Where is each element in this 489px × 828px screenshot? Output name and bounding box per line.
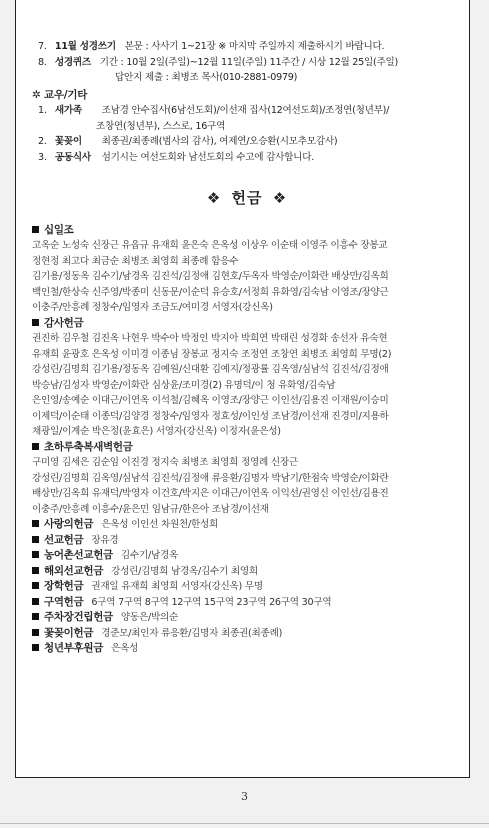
other-text: 최종권/최종례(범사의 감사), 여제연/오승환(시모추모감사) bbox=[101, 136, 338, 147]
other-item bbox=[32, 134, 462, 150]
offering-heading-text: 구역헌금 bbox=[44, 595, 84, 608]
names-line: 은인영/송예순 이대근/이연옥 이석철/김혜옥 이영조/장양근 이인선/김용진 이재원/이승미 bbox=[32, 395, 389, 406]
other-number: 2. bbox=[38, 136, 47, 147]
names-line: 백인철/한상숙 신주영/박종미 신동문/이순덕 유승호/서정희 유화영/김숙남 이영조/장양근 bbox=[32, 286, 389, 298]
offering-inline-names: 김수기/남경옥 bbox=[120, 550, 178, 561]
square-bullet-icon bbox=[32, 613, 39, 620]
offering-inline-row bbox=[32, 548, 462, 564]
offering-inline-names: 장유경 bbox=[91, 534, 119, 546]
offering-heading-text: 청년부후원금 bbox=[44, 642, 104, 654]
offering-title-text: 헌금 bbox=[231, 189, 263, 207]
offering-inline-names: 강성린/김명희 남경옥/김수기 최영희 bbox=[111, 565, 258, 577]
square-bullet-icon bbox=[32, 629, 39, 636]
offering-heading-text: 해외선교헌금 bbox=[44, 564, 104, 577]
section-heading-text: 교우/기타 bbox=[43, 88, 88, 101]
square-bullet-icon bbox=[32, 551, 39, 558]
names-line: 이제덕/이순태 이종덕/김양경 정창수/임영자 정효성/이인성 조남경/이선재 진경미/지용하 bbox=[32, 410, 389, 422]
offering-heading-text: 주차장건립헌금 bbox=[44, 611, 113, 623]
names-line: 강성린/김명희 김옥영/심남석 김진석/김정애 류응환/김명자 박남기/한점숙 박영순/이화란 bbox=[32, 472, 389, 484]
notice-item bbox=[32, 55, 462, 71]
other-text: 조창연(청년부), 스스로, 16구역 bbox=[96, 120, 226, 132]
offering-heading-text: 꽃꽂이헌금 bbox=[44, 626, 94, 639]
names-line: 고옥순 노성숙 신장근 유읍규 유재희 윤은숙 은옥성 이상우 이순태 이영주 이흥수 장봉교 bbox=[32, 240, 388, 251]
square-bullet-icon bbox=[32, 536, 39, 543]
notice-detail: 본문 : 사사기 1~21장 ※ 마지막 주일까지 제출하시기 바랍니다. bbox=[124, 41, 385, 52]
names-line: 강성린/김명희 김기용/정동옥 김예원/신대환 김예지/정광률 김옥영/심남석 김진석/김정애 bbox=[32, 364, 389, 375]
offering-names bbox=[32, 238, 462, 316]
page-number: 3 bbox=[241, 790, 248, 803]
notice-detail-2: 답안지 제출 : 최병조 목사(010-2881-0979) bbox=[115, 72, 298, 83]
notice-title: 성경퀴즈 bbox=[54, 56, 91, 68]
names-line: 정현정 최고다 최금순 최병조 최영희 최종례 함응수 bbox=[32, 255, 239, 267]
bulletin-page bbox=[15, 0, 470, 778]
names-line: 이충주/안흥례 정창수/임영자 조금도/여미경 서영자(강신옥) bbox=[32, 302, 273, 313]
section-heading bbox=[32, 88, 462, 104]
offering-heading-text: 농어촌선교헌금 bbox=[44, 549, 113, 561]
names-line: 박승남/김성자 박영순/이화란 심상윤/조미경(2) 유명덕/이 청 유화영/김숙남 bbox=[32, 379, 336, 391]
other-number: 1. bbox=[38, 105, 47, 116]
names-line: 배상만/김옥희 유재덕/박영자 이건호/박지은 이대근/이연옥 이익선/권영신 이인선/김용진 bbox=[32, 488, 389, 499]
offering-heading-text: 선교헌금 bbox=[44, 533, 84, 546]
names-line: 구미영 김세은 김순임 이진경 정지숙 최병조 최영희 정영례 신장근 bbox=[32, 457, 298, 468]
offering-inline-row bbox=[32, 595, 462, 611]
offering-inline-row bbox=[32, 564, 462, 580]
offering-inline-row bbox=[32, 641, 462, 657]
offering-inline-row bbox=[32, 626, 462, 642]
offering-heading bbox=[32, 223, 462, 239]
square-bullet-icon bbox=[32, 443, 39, 450]
square-bullet-icon bbox=[32, 319, 39, 326]
page-content bbox=[32, 39, 462, 657]
offering-inline-row bbox=[32, 579, 462, 595]
other-category: 꽃꽂이 bbox=[54, 136, 82, 147]
offering-heading-text: 사랑의헌금 bbox=[44, 518, 94, 530]
offering-heading bbox=[32, 440, 462, 456]
other-item bbox=[32, 103, 462, 119]
asterisk-icon: ✲ bbox=[32, 88, 41, 101]
names-line: 이충주/안흥례 이흥수/윤은민 임남규/한은아 조남경/이선재 bbox=[32, 503, 269, 515]
square-bullet-icon bbox=[32, 644, 39, 651]
diamond-ornament-icon: ❖ bbox=[272, 189, 288, 207]
offering-heading bbox=[32, 316, 462, 332]
square-bullet-icon bbox=[32, 582, 39, 589]
offering-heading-text: 초하루축복새벽헌금 bbox=[44, 440, 133, 453]
offering-inline-names: 경준모/최인자 류응환/김명자 최종권(최종례) bbox=[101, 627, 283, 639]
notice-title: 11월 성경쓰기 bbox=[54, 41, 116, 52]
other-text: 섬기시는 여선도회와 남선도회의 수고에 감사합니다. bbox=[101, 151, 315, 163]
notice-item bbox=[32, 39, 462, 55]
offering-heading-text: 감사헌금 bbox=[44, 316, 84, 329]
other-item bbox=[32, 150, 462, 166]
offering-inline-row bbox=[32, 517, 462, 533]
offering-names bbox=[32, 331, 462, 440]
offering-inline-names: 양동은/박의순 bbox=[120, 612, 178, 623]
other-category: 새가족 bbox=[54, 105, 82, 116]
notice-number: 8. bbox=[38, 56, 47, 68]
other-number: 3. bbox=[38, 151, 47, 163]
names-line: 유재희 윤광호 은옥성 이미경 이종님 장봉교 정지숙 조정연 조창연 최병조 최영희 무명(2) bbox=[32, 348, 392, 360]
offering-inline-names: 권재일 유재희 최영희 서영자(강신옥) 무명 bbox=[91, 581, 263, 592]
offering-title bbox=[32, 191, 462, 207]
notice-number: 7. bbox=[38, 41, 47, 52]
offering-inline-names: 은옥성 이인선 차원천/한성희 bbox=[101, 519, 219, 530]
notice-detail: 기간 : 10월 2일(주일)~12월 11일(주일) 11주간 / 시상 12월 25일(주일) bbox=[99, 56, 399, 68]
names-line: 채광일/이계순 박은정(윤효은) 서영자(강신옥) 이정자(윤은성) bbox=[32, 426, 281, 437]
names-line: 권진하 김우철 김진옥 나현우 박수아 박정인 박지아 박희연 박태린 성경화 송선자 유숙현 bbox=[32, 333, 388, 344]
square-bullet-icon bbox=[32, 226, 39, 233]
offering-inline-row bbox=[32, 610, 462, 626]
other-category: 공동식사 bbox=[54, 151, 91, 163]
offering-inline-names: 6구역 7구역 8구역 12구역 15구역 23구역 26구역 30구역 bbox=[91, 596, 332, 608]
offering-inline-row bbox=[32, 533, 462, 549]
diamond-ornament-icon: ❖ bbox=[206, 189, 222, 207]
page-bottom-divider bbox=[0, 823, 489, 824]
offering-heading-text: 십일조 bbox=[44, 223, 74, 236]
offering-inline-names: 은옥성 bbox=[111, 643, 139, 654]
names-line: 김기용/정동옥 김수기/남경옥 김진석/김정애 김현호/두옥자 박영순/이화란 배상만/김옥희 bbox=[32, 271, 389, 282]
offering-heading-text: 장학헌금 bbox=[44, 580, 84, 592]
offering-names bbox=[32, 455, 462, 517]
square-bullet-icon bbox=[32, 598, 39, 605]
square-bullet-icon bbox=[32, 520, 39, 527]
square-bullet-icon bbox=[32, 567, 39, 574]
other-text: 조남경 안수집사(6남선도회)/이선재 집사(12여선도회)/조정연(청년부)/ bbox=[101, 105, 390, 116]
